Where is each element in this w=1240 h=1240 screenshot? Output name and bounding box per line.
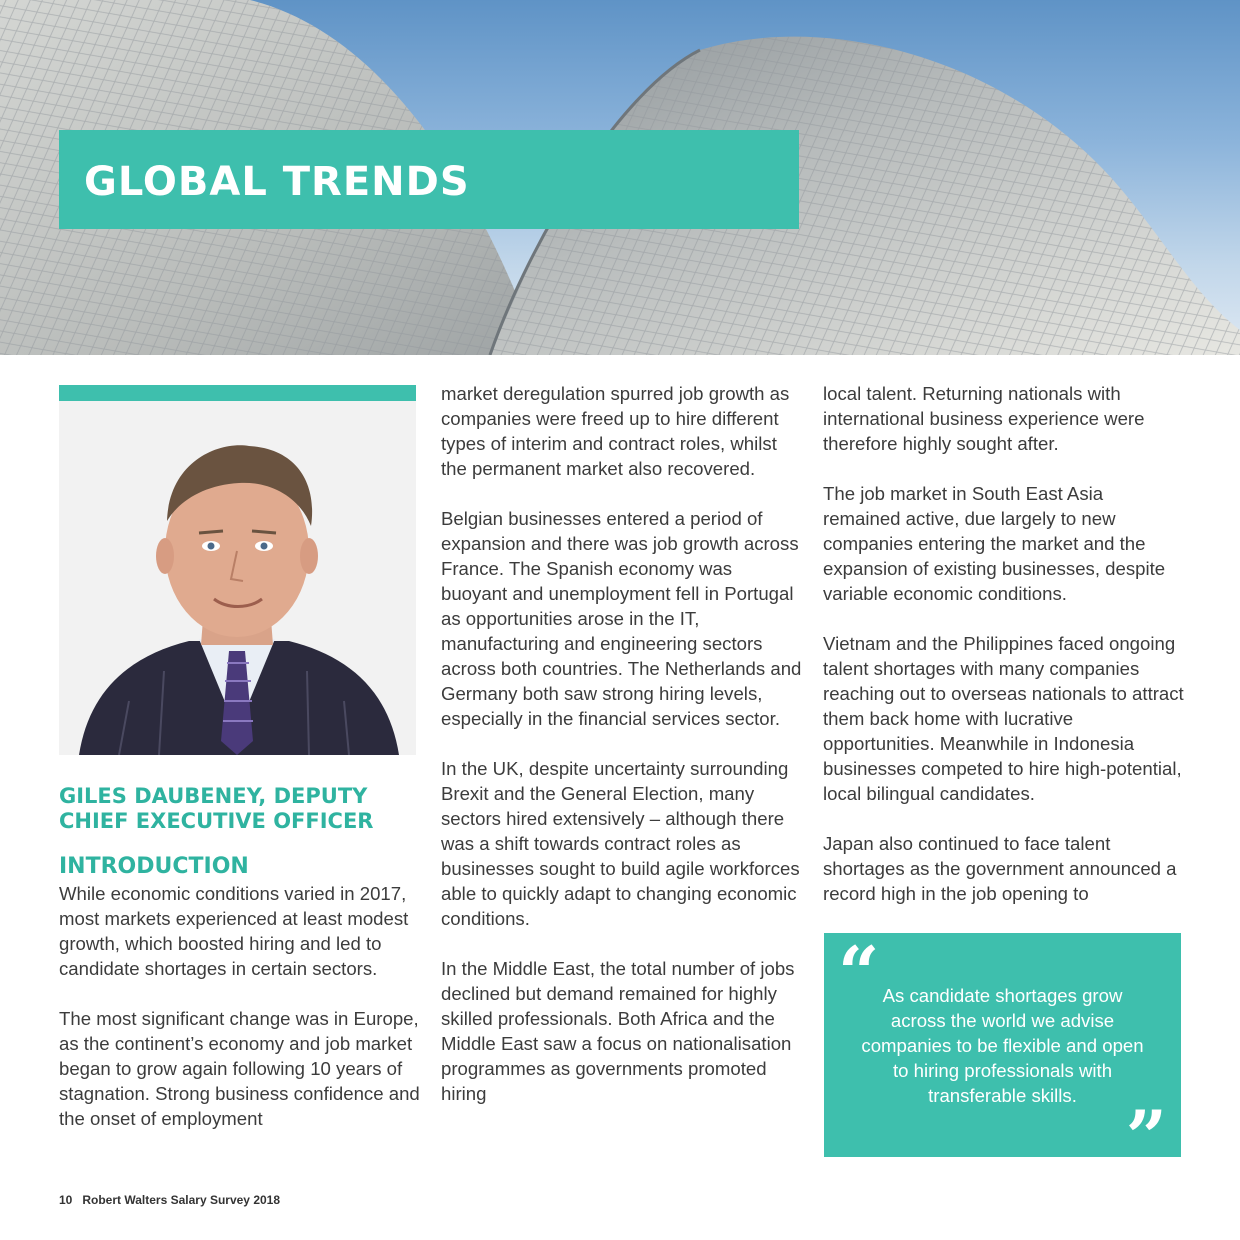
title-banner bbox=[59, 130, 799, 229]
paragraph: market deregulation spurred job growth as companies were freed up to hire different types of interim and contract roles, whilst the permanent market also recovered. bbox=[441, 383, 790, 479]
paragraph: While economic conditions varied in 2017, most markets experienced at least modest growth, which boosted hiring and led to candidate shortages in certain sectors. bbox=[59, 883, 409, 979]
introduction-heading: INTRODUCTION bbox=[59, 854, 249, 879]
page-footer bbox=[59, 1193, 280, 1207]
publication-title: Robert Walters Salary Survey 2018 bbox=[82, 1193, 281, 1207]
intro-column bbox=[59, 881, 421, 1131]
portrait-illustration bbox=[59, 401, 416, 755]
paragraph: local talent. Returning nationals with international business experience were therefore highly sought after. bbox=[823, 383, 1145, 454]
executive-portrait bbox=[59, 401, 416, 755]
paragraph: The most significant change was in Europe, as the continent’s economy and job market began to grow again following 10 years of stagnation. Strong business confidence and the onset of employment bbox=[59, 1008, 420, 1129]
middle-column bbox=[441, 381, 803, 1106]
pull-quote-text: As candidate shortages grow across the world we advise companies to be flexible and open to hiring professionals with transferable skills. bbox=[861, 985, 1144, 1106]
paragraph: Vietnam and the Philippines faced ongoing talent shortages with many companies reaching out to overseas nationals to attract them back home with lucrative opportunities. Meanwhile in Indonesia businesses competed to hire high-potential, local bilingual candidates. bbox=[823, 633, 1184, 804]
paragraph: The job market in South East Asia remained active, due largely to new companies entering the market and the expansion of existing businesses, despite variable economic conditions. bbox=[823, 483, 1166, 604]
paragraph: In the Middle East, the total number of jobs declined but demand remained for highly skilled professionals. Both Africa and the Middle East saw a focus on nationalisation programmes as governments promoted hiring bbox=[441, 958, 795, 1104]
pull-quote bbox=[824, 930, 1181, 1179]
page-title: GLOBAL TRENDS bbox=[84, 159, 470, 205]
close-quote-icon: ” bbox=[1125, 1094, 1167, 1179]
right-column bbox=[823, 381, 1185, 906]
paragraph: In the UK, despite uncertainty surrounding Brexit and the General Election, many sectors hired extensively – although there was a shift towards contract roles as businesses sought to build agile workforces able to quickly adapt to changing economic conditions. bbox=[441, 758, 800, 929]
executive-name: GILES DAUBENEY, DEPUTY CHIEF EXECUTIVE OFFICER bbox=[59, 784, 374, 833]
paragraph: Japan also continued to face talent shortages as the government announced a record high in the job opening to bbox=[823, 833, 1177, 904]
open-quote-icon: “ bbox=[838, 930, 880, 1015]
page-number: 10 bbox=[59, 1193, 73, 1207]
accent-bar bbox=[59, 385, 416, 401]
paragraph: Belgian businesses entered a period of expansion and there was job growth across France. The Spanish economy was buoyant and unemployment fell in Portugal as opportunities arose in the IT, manufacturing and engineering sectors across both countries. The Netherlands and Germany both saw strong hiring levels, especially in the financial services sector. bbox=[441, 508, 802, 729]
